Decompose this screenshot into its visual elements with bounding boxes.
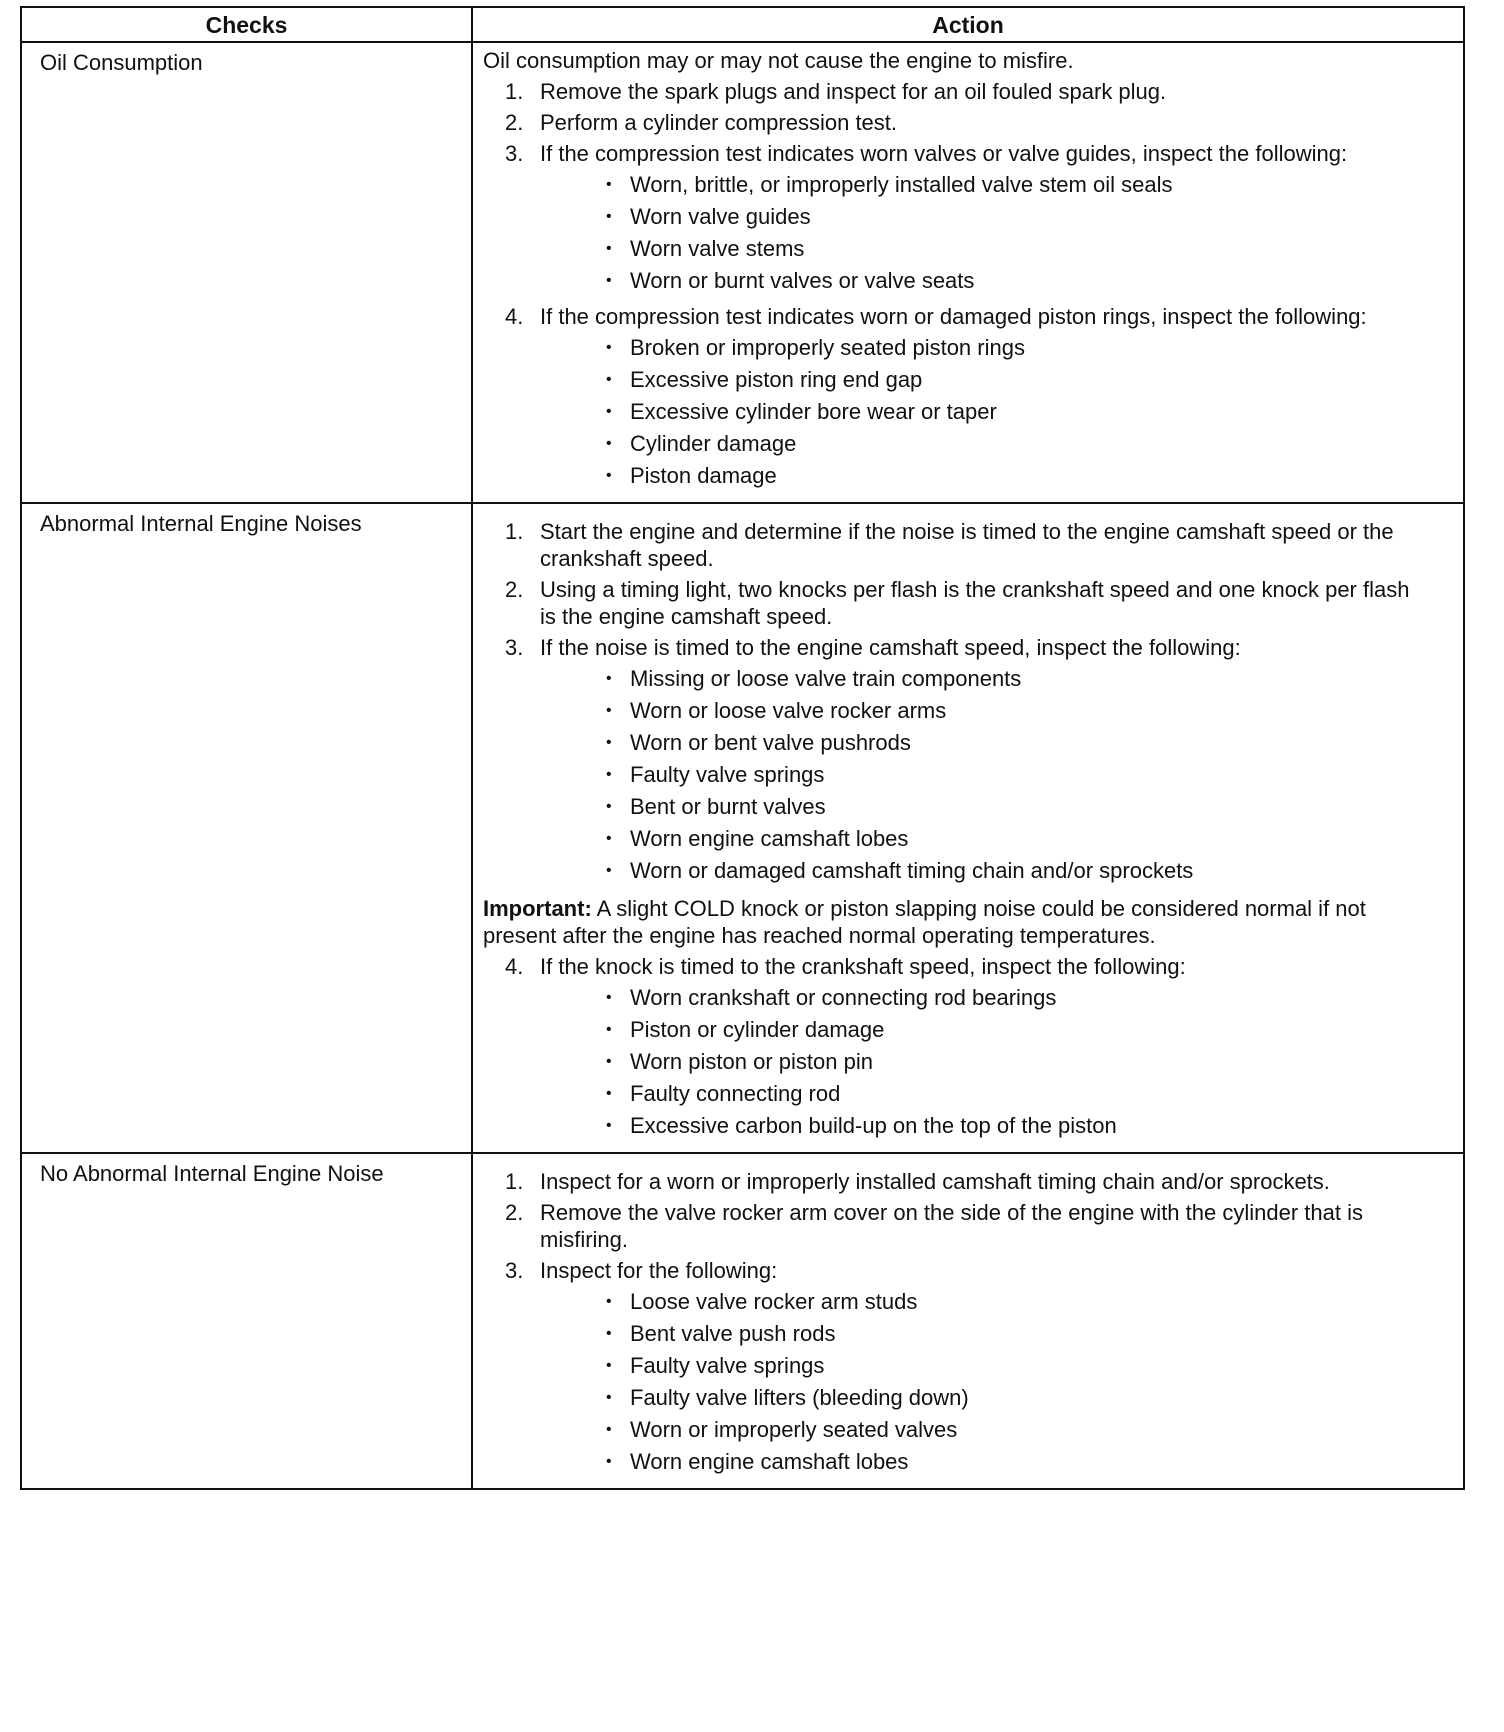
bullet-item bbox=[540, 665, 1429, 692]
step-item bbox=[483, 1199, 1453, 1253]
important-note bbox=[483, 895, 1423, 949]
table-body bbox=[21, 42, 1464, 1489]
action-cell bbox=[472, 1153, 1464, 1489]
step-list bbox=[483, 78, 1453, 494]
bullet-text: Worn engine camshaft lobes bbox=[630, 1449, 909, 1474]
bullet-list bbox=[540, 1288, 1429, 1475]
step-item bbox=[483, 953, 1453, 1144]
bullet-text: Loose valve rocker arm studs bbox=[630, 1289, 918, 1314]
table-header-row bbox=[21, 7, 1464, 42]
step-body bbox=[540, 1168, 1453, 1195]
bullet-icon: • bbox=[606, 1053, 612, 1070]
step-text: If the compression test indicates worn valves or valve guides, inspect the following: bbox=[540, 141, 1348, 166]
bullet-icon: • bbox=[606, 862, 612, 879]
bullet-item bbox=[540, 334, 1429, 361]
step-item bbox=[483, 140, 1453, 299]
bullet-item bbox=[540, 984, 1429, 1011]
step-text: Using a timing light, two knocks per flash is the crankshaft speed and one knock per flash is the engine camshaft speed. bbox=[540, 577, 1410, 629]
step-text: If the knock is timed to the crankshaft speed, inspect the following: bbox=[540, 954, 1186, 979]
bullet-item bbox=[540, 1352, 1429, 1379]
bullet-text: Bent or burnt valves bbox=[630, 794, 826, 819]
step-number: 2. bbox=[505, 110, 524, 135]
step-body bbox=[540, 1257, 1453, 1480]
bullet-text: Worn valve stems bbox=[630, 236, 805, 261]
bullet-item bbox=[540, 398, 1429, 425]
bullet-text: Missing or loose valve train components bbox=[630, 666, 1022, 691]
step-number: 4. bbox=[505, 304, 524, 329]
bullet-item bbox=[540, 430, 1429, 457]
step-item bbox=[483, 518, 1453, 572]
step-number: 1. bbox=[505, 79, 524, 104]
table-row bbox=[21, 503, 1464, 1153]
column-header-checks: Checks bbox=[21, 7, 472, 42]
step-body bbox=[540, 634, 1453, 889]
check-cell: No Abnormal Internal Engine Noise bbox=[21, 1153, 472, 1489]
table-row bbox=[21, 1153, 1464, 1489]
action-cell bbox=[472, 42, 1464, 503]
bullet-item bbox=[540, 171, 1429, 198]
bullet-text: Worn or improperly seated valves bbox=[630, 1417, 958, 1442]
bullet-icon: • bbox=[606, 240, 612, 257]
bullet-item bbox=[540, 1016, 1429, 1043]
bullet-item bbox=[540, 761, 1429, 788]
bullet-text: Faulty valve springs bbox=[630, 762, 825, 787]
bullet-item bbox=[540, 462, 1429, 489]
step-body bbox=[540, 576, 1453, 630]
bullet-text: Worn piston or piston pin bbox=[630, 1049, 873, 1074]
step-text: If the compression test indicates worn or damaged piston rings, inspect the following: bbox=[540, 304, 1367, 329]
bullet-icon: • bbox=[606, 1085, 612, 1102]
bullet-item bbox=[540, 1448, 1429, 1475]
step-item bbox=[483, 78, 1453, 105]
step-number: 4. bbox=[505, 954, 524, 979]
table-row bbox=[21, 42, 1464, 503]
step-body bbox=[540, 109, 1453, 136]
step-number: 3. bbox=[505, 635, 524, 660]
bullet-icon: • bbox=[606, 403, 612, 420]
check-cell: Abnormal Internal Engine Noises bbox=[21, 503, 472, 1153]
bullet-icon: • bbox=[606, 1421, 612, 1438]
bullet-item bbox=[540, 729, 1429, 756]
bullet-list bbox=[540, 665, 1429, 884]
bullet-icon: • bbox=[606, 766, 612, 783]
bullet-text: Worn or burnt valves or valve seats bbox=[630, 268, 975, 293]
step-body bbox=[540, 303, 1453, 494]
step-number: 2. bbox=[505, 577, 524, 602]
bullet-item bbox=[540, 235, 1429, 262]
bullet-icon: • bbox=[606, 1389, 612, 1406]
step-number: 3. bbox=[505, 141, 524, 166]
step-item bbox=[483, 576, 1453, 630]
bullet-icon: • bbox=[606, 272, 612, 289]
bullet-icon: • bbox=[606, 371, 612, 388]
bullet-text: Faulty valve lifters (bleeding down) bbox=[630, 1385, 969, 1410]
bullet-icon: • bbox=[606, 702, 612, 719]
bullet-text: Excessive piston ring end gap bbox=[630, 367, 923, 392]
bullet-item bbox=[540, 366, 1429, 393]
bullet-item bbox=[540, 1112, 1429, 1139]
bullet-icon: • bbox=[606, 830, 612, 847]
step-text: Inspect for a worn or improperly installed camshaft timing chain and/or sprockets. bbox=[540, 1169, 1330, 1194]
bullet-item bbox=[540, 857, 1429, 884]
column-header-action: Action bbox=[472, 7, 1464, 42]
bullet-icon: • bbox=[606, 467, 612, 484]
important-label: Important: bbox=[483, 896, 592, 921]
bullet-icon: • bbox=[606, 1357, 612, 1374]
step-list bbox=[483, 953, 1453, 1144]
step-number: 3. bbox=[505, 1258, 524, 1283]
bullet-text: Worn or damaged camshaft timing chain and/or sprockets bbox=[630, 858, 1194, 883]
step-number: 1. bbox=[505, 519, 524, 544]
bullet-text: Broken or improperly seated piston rings bbox=[630, 335, 1025, 360]
diagnostic-table bbox=[20, 6, 1465, 1490]
step-list bbox=[483, 518, 1453, 889]
bullet-icon: • bbox=[606, 208, 612, 225]
bullet-text: Cylinder damage bbox=[630, 431, 797, 456]
step-text: Remove the spark plugs and inspect for an oil fouled spark plug. bbox=[540, 79, 1167, 104]
document-page bbox=[20, 6, 1465, 1490]
step-text: If the noise is timed to the engine camshaft speed, inspect the following: bbox=[540, 635, 1241, 660]
bullet-text: Excessive carbon build-up on the top of the piston bbox=[630, 1113, 1117, 1138]
step-list bbox=[483, 1168, 1453, 1480]
check-cell: Oil Consumption bbox=[21, 42, 472, 503]
action-cell bbox=[472, 503, 1464, 1153]
step-text: Remove the valve rocker arm cover on the side of the engine with the cylinder that is misfiring. bbox=[540, 1200, 1363, 1252]
bullet-icon: • bbox=[606, 1453, 612, 1470]
bullet-item bbox=[540, 1320, 1429, 1347]
bullet-item bbox=[540, 203, 1429, 230]
step-item bbox=[483, 1168, 1453, 1195]
bullet-icon: • bbox=[606, 670, 612, 687]
step-item bbox=[483, 634, 1453, 889]
step-body bbox=[540, 140, 1453, 299]
bullet-item bbox=[540, 267, 1429, 294]
bullet-text: Worn or loose valve rocker arms bbox=[630, 698, 947, 723]
bullet-text: Worn crankshaft or connecting rod bearings bbox=[630, 985, 1057, 1010]
bullet-icon: • bbox=[606, 1325, 612, 1342]
bullet-icon: • bbox=[606, 1293, 612, 1310]
bullet-item bbox=[540, 1416, 1429, 1443]
bullet-text: Piston damage bbox=[630, 463, 777, 488]
bullet-text: Bent valve push rods bbox=[630, 1321, 836, 1346]
step-item bbox=[483, 303, 1453, 494]
bullet-icon: • bbox=[606, 435, 612, 452]
bullet-icon: • bbox=[606, 339, 612, 356]
bullet-icon: • bbox=[606, 798, 612, 815]
step-body bbox=[540, 953, 1453, 1144]
bullet-list bbox=[540, 171, 1429, 294]
step-number: 2. bbox=[505, 1200, 524, 1225]
bullet-item bbox=[540, 1384, 1429, 1411]
bullet-icon: • bbox=[606, 734, 612, 751]
step-item bbox=[483, 1257, 1453, 1480]
important-text: A slight COLD knock or piston slapping noise could be considered normal if not present after the engine has reached normal operating temperatures. bbox=[483, 896, 1366, 948]
bullet-item bbox=[540, 1288, 1429, 1315]
bullet-item bbox=[540, 793, 1429, 820]
step-text: Inspect for the following: bbox=[540, 1258, 778, 1283]
bullet-text: Faulty connecting rod bbox=[630, 1081, 841, 1106]
bullet-icon: • bbox=[606, 1117, 612, 1134]
step-text: Perform a cylinder compression test. bbox=[540, 110, 898, 135]
step-text: Start the engine and determine if the noise is timed to the engine camshaft speed or the crankshaft speed. bbox=[540, 519, 1394, 571]
bullet-text: Worn, brittle, or improperly installed valve stem oil seals bbox=[630, 172, 1173, 197]
bullet-text: Faulty valve springs bbox=[630, 1353, 825, 1378]
bullet-list bbox=[540, 334, 1429, 489]
bullet-text: Worn valve guides bbox=[630, 204, 811, 229]
bullet-icon: • bbox=[606, 176, 612, 193]
step-body bbox=[540, 518, 1453, 572]
step-body bbox=[540, 78, 1453, 105]
bullet-list bbox=[540, 984, 1429, 1139]
step-number: 1. bbox=[505, 1169, 524, 1194]
bullet-item bbox=[540, 1080, 1429, 1107]
bullet-item bbox=[540, 1048, 1429, 1075]
bullet-text: Worn engine camshaft lobes bbox=[630, 826, 909, 851]
bullet-icon: • bbox=[606, 989, 612, 1006]
bullet-item bbox=[540, 697, 1429, 724]
step-item bbox=[483, 109, 1453, 136]
bullet-item bbox=[540, 825, 1429, 852]
bullet-text: Piston or cylinder damage bbox=[630, 1017, 885, 1042]
bullet-text: Excessive cylinder bore wear or taper bbox=[630, 399, 997, 424]
step-body bbox=[540, 1199, 1453, 1253]
bullet-icon: • bbox=[606, 1021, 612, 1038]
action-intro: Oil consumption may or may not cause the engine to misfire. bbox=[483, 48, 1074, 73]
bullet-text: Worn or bent valve pushrods bbox=[630, 730, 911, 755]
